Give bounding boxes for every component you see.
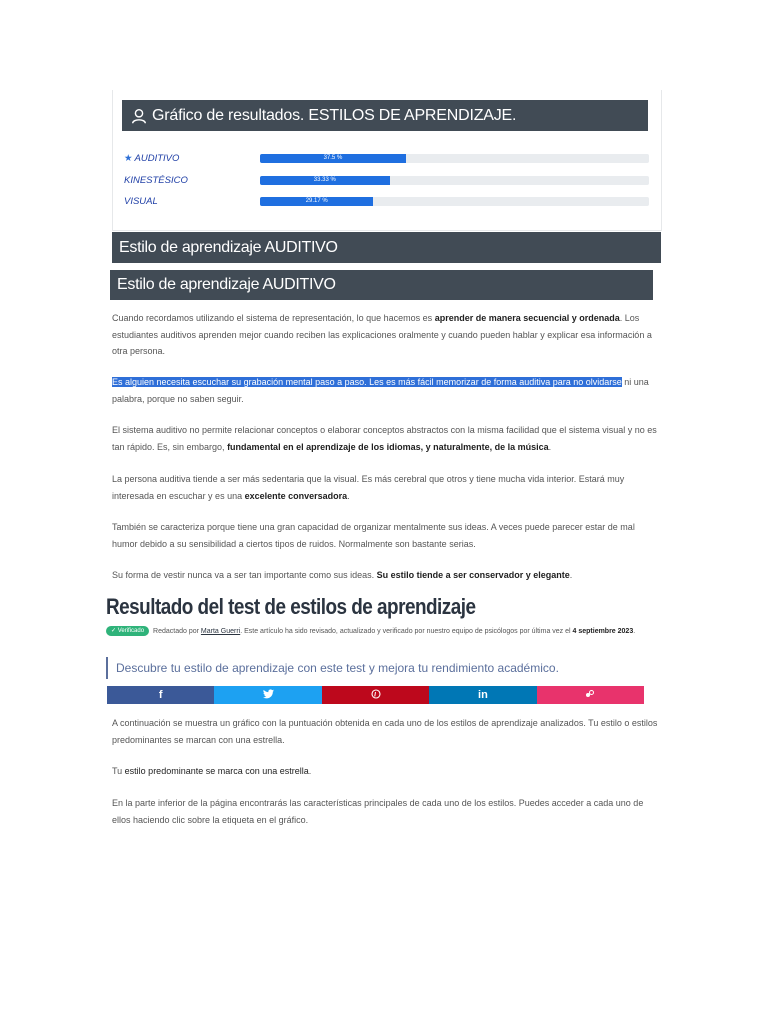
bar-row-visual[interactable] xyxy=(124,196,650,208)
bar-label[interactable]: ★ AUDITIVO xyxy=(124,153,180,164)
bar-row-auditivo[interactable] xyxy=(124,153,650,165)
article-meta: ✓ Verificado Redactado por Marta Guerri. Este artículo ha sido revisado, actualizado y verificado por nuestro equipo de psicólogos por última vez el 4 septiembre 2023. xyxy=(106,624,646,639)
results-title: Gráfico de resultados. ESTILOS DE APRENDIZAJE. xyxy=(152,106,517,124)
share-bar xyxy=(107,686,644,704)
pinterest-icon xyxy=(371,689,381,702)
bar-fill xyxy=(260,154,406,163)
section-band: Estilo de aprendizaje AUDITIVO xyxy=(110,270,653,300)
bar-percent: 37.5 % xyxy=(323,155,343,161)
pinterest-share-button[interactable] xyxy=(322,686,429,704)
bar-row-kinestesico[interactable] xyxy=(124,175,650,187)
summary-quote: Descubre tu estilo de aprendizaje con este test y mejora tu rendimiento académico. xyxy=(106,657,559,679)
bar-percent: 29.17 % xyxy=(305,198,328,204)
bar-track xyxy=(260,197,649,206)
share-icon xyxy=(585,689,595,702)
paragraph: A continuación se muestra un gráfico con la puntuación obtenida en cada uno de los estilos de aprendizaje analizados. Tu estilo o estilos predominantes se marcan con una estrella. xyxy=(112,718,658,745)
author-link[interactable]: Marta Guerri xyxy=(200,628,241,635)
selected-text: Es alguien necesita escuchar su grabación mental paso a paso. Les es más fácil memorizar de forma auditiva para no olvidarse xyxy=(112,377,622,387)
linkedin-share-button[interactable] xyxy=(429,686,536,704)
more-share-button[interactable] xyxy=(537,686,644,704)
paragraph: En la parte inferior de la página encontrarás las características principales de cada uno de los estilos. Puedes acceder a cada uno de ellos haciendo clic sobre la etiqueta en el gráfico. xyxy=(112,798,644,825)
bar-label[interactable]: VISUAL xyxy=(124,196,158,207)
article-title: Resultado del test de estilos de aprendizaje xyxy=(106,594,476,619)
bar-track xyxy=(260,176,649,185)
paragraph: El sistema auditivo no permite relacionar conceptos o elaborar conceptos abstractos con la misma facilidad que el sistema visual y no es tan rápido. Es, sin embargo, fundamental en el aprendizaje de los idiomas, y naturalmente, de la música. xyxy=(112,425,657,452)
bar-fill xyxy=(260,197,373,206)
verified-badge: ✓ Verificado xyxy=(106,626,149,636)
paragraph: Cuando recordamos utilizando el sistema de representación, lo que hacemos es aprender de manera secuencial y ordenada. Los estudiantes auditivos aprenden mejor cuando reciben las explicaciones oralmente y cuando pueden hablar y explicar esa información a otra persona. xyxy=(112,313,652,356)
paragraph: Su forma de vestir nunca va a ser tan importante como sus ideas. Su estilo tiende a ser conservador y elegante. xyxy=(112,570,573,580)
section-band: Estilo de aprendizaje AUDITIVO xyxy=(112,232,661,263)
twitter-share-button[interactable] xyxy=(214,686,321,704)
twitter-icon xyxy=(263,689,274,702)
facebook-icon: f xyxy=(158,689,163,701)
results-header xyxy=(122,100,648,131)
paragraph: Es alguien necesita escuchar su grabación mental paso a paso. Les es más fácil memorizar de forma auditiva para no olvidarse ni una palabra, porque no saben seguir. xyxy=(112,377,649,404)
star-icon: ★ xyxy=(124,153,133,164)
paragraph: La persona auditiva tiende a ser más sedentaria que la visual. Es más cerebral que otros y tiene mucha vida interior. Estará muy interesada en escuchar y es una excelente conversadora. xyxy=(112,474,625,501)
bar-track xyxy=(260,154,649,163)
facebook-share-button[interactable] xyxy=(107,686,214,704)
paragraph: Tu estilo predominante se marca con una estrella. xyxy=(112,766,312,776)
user-icon xyxy=(130,107,148,125)
linkedin-icon: in xyxy=(478,689,488,701)
bar-label[interactable]: KINESTÉSICO xyxy=(124,175,188,186)
paragraph: También se caracteriza porque tiene una gran capacidad de organizar mentalmente sus ideas. A veces puede parecer estar de mal humor debido a su sensibilidad a ciertos tipos de ruidos. Normalmente son bastante serias. xyxy=(112,522,635,549)
bar-fill xyxy=(260,176,390,185)
bar-percent: 33.33 % xyxy=(313,177,336,183)
